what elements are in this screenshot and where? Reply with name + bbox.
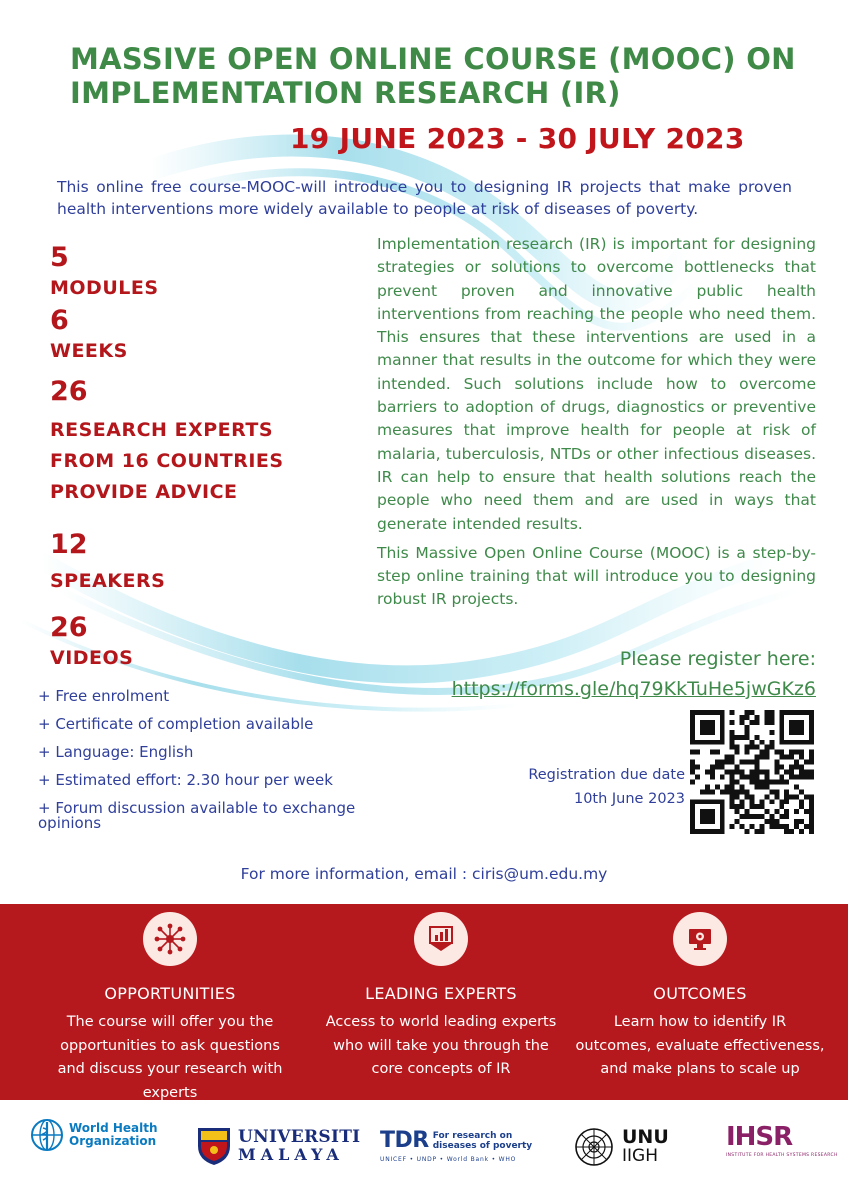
intro-text: This online free course-MOOC-will introduce you to designing IR projects that make proven health interventions more widely available to people at risk of diseases of poverty. [57, 178, 792, 218]
stat-number: 5 [50, 242, 69, 273]
unu-name-line: UNU [622, 1126, 669, 1148]
stat-weeks [50, 306, 128, 367]
ihsr-wordmark: IHSR [726, 1122, 793, 1152]
stat-videos [50, 613, 133, 674]
list-item: + Certificate of completion available [38, 715, 314, 733]
un-emblem-icon [574, 1127, 614, 1167]
benefit-outcomes [575, 904, 825, 1082]
unu-iigh-logo [574, 1127, 669, 1167]
tdr-word: TDR [380, 1128, 429, 1153]
register-block [452, 644, 816, 704]
course-dates: 19 JUNE 2023 - 30 JULY 2023 [290, 122, 745, 155]
qr-code[interactable] [690, 710, 814, 834]
ihsr-subtitle: INSTITUTE FOR HEALTH SYSTEMS RESEARCH [726, 1153, 838, 1158]
stat-speakers [50, 530, 165, 597]
list-item: + Free enrolment [38, 687, 170, 705]
description [377, 233, 816, 612]
register-link[interactable]: https://forms.gle/hq79KkTuHe5jwGKz6 [451, 678, 816, 700]
benefits-band [0, 904, 848, 1100]
stat-number: 26 [50, 376, 88, 407]
stat-label: VIDEOS [50, 647, 134, 669]
stat-label: SPEAKERS [50, 570, 166, 592]
due-date: 10th June 2023 [573, 791, 685, 807]
registration-due [500, 763, 685, 811]
benefit-title: LEADING EXPERTS [365, 984, 517, 1003]
page-title [70, 42, 810, 110]
ihsr-logo [726, 1124, 838, 1158]
stat-research-experts [50, 377, 284, 508]
list-item: + Estimated effort: 2.30 hour per week [38, 771, 333, 789]
stat-label: PROVIDE ADVICE [50, 481, 238, 503]
stat-label: MODULES [50, 277, 159, 299]
tdr-tagline: diseases of poverty [432, 1140, 533, 1151]
um-name-line: MALAYA [238, 1145, 344, 1164]
benefit-text: The course will offer you the opportunities to ask questions and discuss your research with experts [57, 1014, 283, 1101]
list-item: + Forum discussion available to exchange opinions [38, 799, 356, 832]
benefit-title: OUTCOMES [653, 984, 747, 1003]
description-paragraph: This Massive Open Online Course (MOOC) is a step-by-step online training that will introduce you to designing robust IR projects. [377, 543, 816, 609]
benefit-leading-experts [316, 904, 566, 1082]
stat-number: 12 [50, 529, 88, 560]
title-line-2: IMPLEMENTATION RESEARCH (IR) [70, 76, 621, 110]
features-list [38, 689, 388, 844]
who-name-line: World Health [69, 1121, 158, 1135]
globe-icon [30, 1118, 64, 1152]
presentation-icon [414, 912, 468, 966]
who-name-line: Organization [69, 1134, 157, 1148]
stat-label: WEEKS [50, 340, 128, 362]
stat-number: 6 [50, 305, 69, 336]
partner-logos [0, 1100, 848, 1200]
description-paragraph: Implementation research (IR) is important for designing strategies or solutions to overcome bottlenecks that prevent proven and innovative public health interventions from reaching the people who need them. This ensures that these interventions are used in a manner that results in the outcome for which they were intended. Such solutions include how to overcome barriers to adoption of drugs, diagnostics or preventive measures that improve health for people at risk of malaria, tuberculosis, NTDs or other infectious diseases. IR can help to ensure that health solutions reach the people who need them and are used in ways that generate intended results. [377, 235, 816, 533]
benefit-opportunities [45, 904, 295, 1105]
stat-number: 26 [50, 612, 88, 643]
tdr-sponsors: UNICEF • UNDP • World Bank • WHO [380, 1156, 517, 1163]
benefit-text: Learn how to identify IR outcomes, evaluate effectiveness, and make plans to scale up [575, 1014, 825, 1077]
unu-name-line: IIGH [622, 1146, 658, 1166]
due-label: Registration due date [528, 767, 685, 783]
crest-icon [196, 1126, 232, 1166]
network-icon [143, 912, 197, 966]
who-logo [30, 1118, 158, 1152]
stat-label: FROM 16 COUNTRIES [50, 450, 284, 472]
register-prompt: Please register here: [619, 648, 816, 670]
list-item: + Language: English [38, 743, 194, 761]
stat-label: RESEARCH EXPERTS [50, 419, 274, 441]
tdr-tagline: For research on [432, 1130, 513, 1141]
tdr-logo [380, 1128, 532, 1163]
benefit-text: Access to world leading experts who will take you through the core concepts of IR [325, 1014, 557, 1077]
universiti-malaya-logo [196, 1126, 360, 1166]
benefit-title: OPPORTUNITIES [104, 984, 236, 1003]
stat-modules [50, 243, 159, 304]
contact-email: For more information, email : ciris@um.edu.my [240, 865, 608, 883]
um-name-line: UNIVERSITI [238, 1127, 361, 1147]
title-line-1: MASSIVE OPEN ONLINE COURSE (MOOC) ON [70, 42, 796, 76]
monitor-gear-icon [673, 912, 727, 966]
